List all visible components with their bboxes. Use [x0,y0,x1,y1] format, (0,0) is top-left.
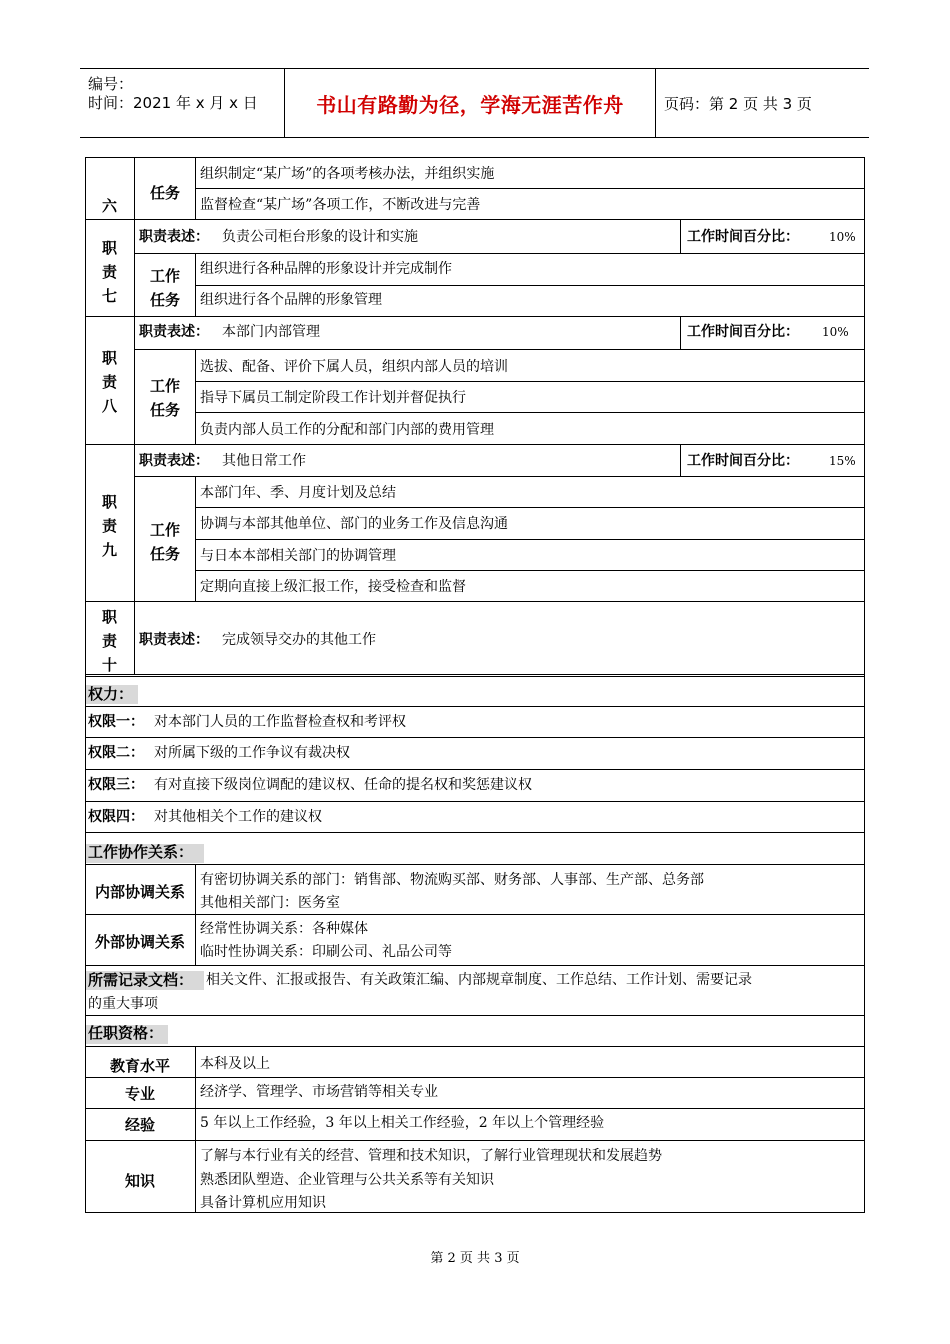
duty8-number: 职 责 八 [101,349,117,415]
powers-title: 权力： [88,685,134,703]
power-1-text: 对本部门人员的工作监督检查权和考评权 [154,714,406,730]
duty9-number: 职 责 九 [101,493,117,559]
power-3-label: 权限三： [88,777,144,793]
external-line-1: 经常性协调关系：各种媒体 [200,921,368,937]
experience-value: 5 年以上工作经验，3 年以上相关工作经验，2 年以上个管理经验 [200,1115,605,1131]
header-meta [80,69,285,137]
duty10-desc: 完成领导交办的其他工作 [222,632,376,648]
power-4-label: 权限四： [88,809,144,825]
duty8-pct-label: 工作时间百分比： [687,324,799,340]
internal-line-2: 其他相关部门：医务室 [200,895,340,911]
duty7-pct-label: 工作时间百分比： [687,229,799,245]
duty7-pct: 10% [829,230,856,244]
duty6-number: 六 [101,197,117,215]
duty10-desc-label: 职责表述： [139,632,209,648]
page-header [80,68,869,138]
duty8-task-1: 选拔、配备、评价下属人员，组织内部人员的培训 [200,359,508,375]
duty9-desc: 其他日常工作 [222,453,306,469]
duty7-task-1: 组织进行各种品牌的形象设计并完成制作 [200,261,452,277]
page-label: 页码：第 2 页 共 3 页 [664,94,812,113]
page-footer: 第 2 页 共 3 页 [430,1251,520,1266]
power-1-label: 权限一： [88,714,144,730]
time-label: 时间：2021 年 x 月 x 日 [88,94,258,112]
major-label: 专业 [124,1085,155,1103]
qualifications-title: 任职资格： [88,1024,164,1042]
knowledge-line-3: 具备计算机应用知识 [200,1195,326,1211]
duty8-task-2: 指导下属员工制定阶段工作计划并督促执行 [200,390,466,406]
external-line-2: 临时性协调关系：印刷公司、礼品公司等 [200,944,452,960]
duty8-task-3: 负责内部人员工作的分配和部门内部的费用管理 [200,422,494,438]
duty8-desc: 本部门内部管理 [222,324,320,340]
internal-line-1: 有密切协调关系的部门：销售部、物流购买部、财务部、人事部、生产部、总务部 [200,872,704,888]
header-page-cell [656,69,869,137]
internal-label: 内部协调关系 [94,883,185,901]
duty9-task-2: 协调与本部其他单位、部门的业务工作及信息沟通 [200,516,508,532]
duty10-number: 职 责 十 [101,608,117,674]
major-value: 经济学、管理学、市场营销等相关专业 [200,1084,438,1100]
power-2-label: 权限二： [88,745,144,761]
duty8-task-label: 工作 任务 [149,377,180,419]
header-motto-cell [285,69,656,137]
duty9-pct: 15% [829,454,856,468]
knowledge-label: 知识 [124,1172,155,1190]
power-2-text: 对所属下级的工作争议有裁决权 [154,745,350,761]
duty9-desc-label: 职责表述： [139,453,209,469]
power-3-text: 有对直接下级岗位调配的建议权、任命的提名权和奖惩建议权 [154,777,532,793]
records-line-2: 的重大事项 [88,996,158,1012]
duty6-task-1: 组织制定“某广场”的各项考核办法，并组织实施 [200,166,495,182]
records-line-1: 相关文件、汇报或报告、有关政策汇编、内部规章制度、工作总结、工作计划、需要记录 [206,972,752,988]
duty6-task-label: 任务 [149,184,180,202]
duty7-desc-label: 职责表述： [139,229,209,245]
knowledge-line-1: 了解与本行业有关的经营、管理和技术知识，了解行业管理现状和发展趋势 [200,1148,662,1164]
number-label: 编号： [88,75,134,93]
experience-label: 经验 [124,1116,155,1134]
duty9-task-3: 与日本本部相关部门的协调管理 [200,548,396,564]
duty9-task-4: 定期向直接上级汇报工作，接受检查和监督 [200,579,466,595]
external-label: 外部协调关系 [94,933,185,951]
motto: 书山有路勤为径，学海无涯苦作舟 [316,92,624,117]
duty9-task-1: 本部门年、季、月度计划及总结 [200,485,396,501]
knowledge-line-2: 熟悉团队塑造、企业管理与公共关系等有关知识 [200,1172,494,1188]
duty7-task-2: 组织进行各个品牌的形象管理 [200,292,382,308]
duty7-desc: 负责公司柜台形象的设计和实施 [222,229,418,245]
relations-title: 工作协作关系： [88,843,194,861]
duty8-desc-label: 职责表述： [139,324,209,340]
duty7-number: 职 责 七 [101,239,117,305]
duty8-pct: 10% [822,325,849,339]
power-4-text: 对其他相关个工作的建议权 [154,809,322,825]
education-value: 本科及以上 [200,1056,270,1072]
education-label: 教育水平 [109,1057,170,1075]
duty6-task-2: 监督检查“某广场”各项工作，不断改进与完善 [200,197,481,213]
records-label: 所需记录文档： [88,971,194,989]
duty9-pct-label: 工作时间百分比： [687,453,799,469]
duty7-task-label: 工作 任务 [149,267,180,309]
duty9-task-label: 工作 任务 [149,521,180,563]
